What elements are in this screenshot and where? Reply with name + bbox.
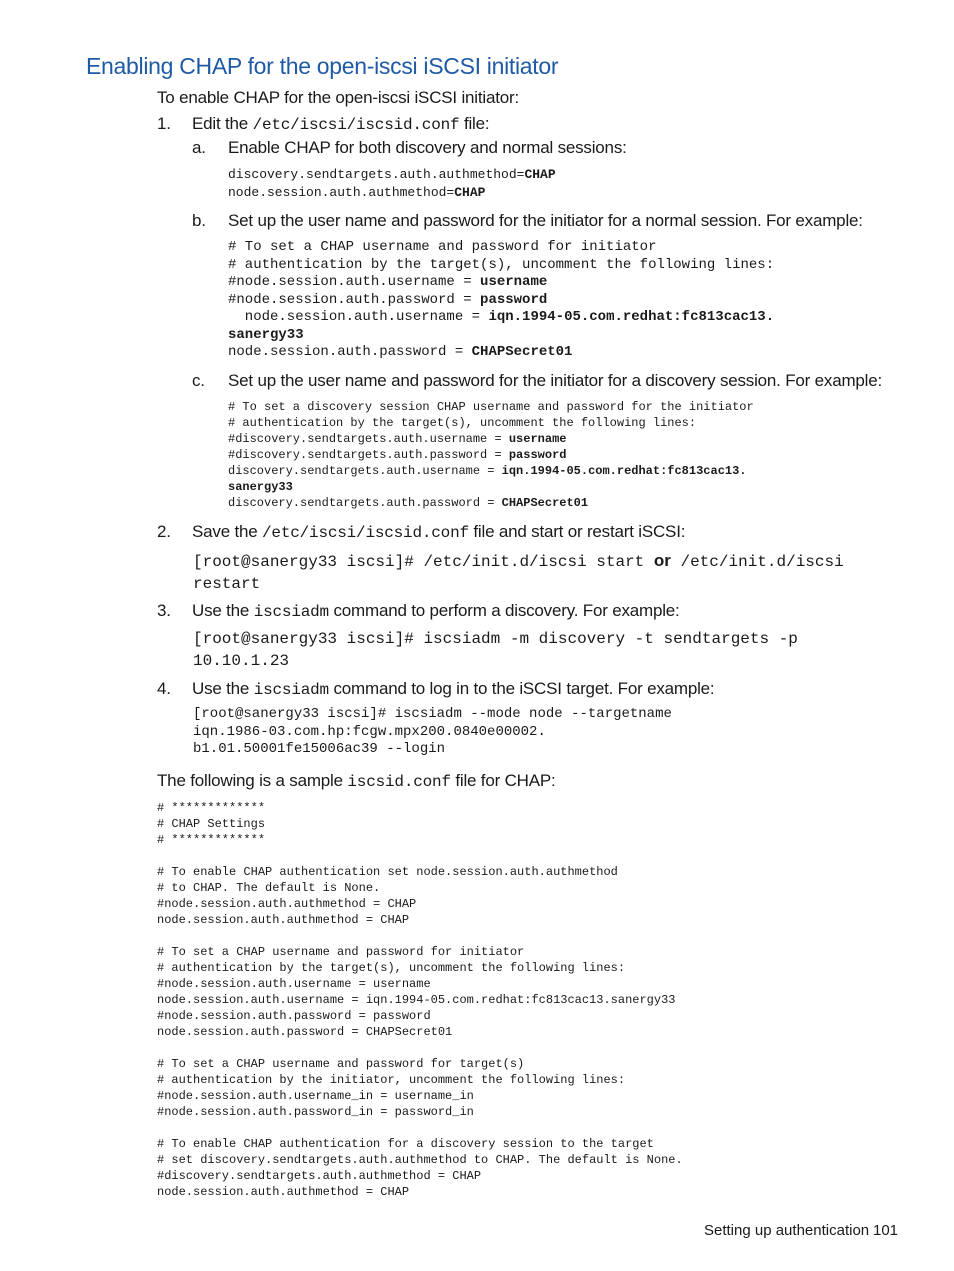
step-2-path: /etc/iscsi/iscsid.conf <box>262 524 469 542</box>
step-1b-code-line: node.session.auth.password = CHAPSecret01 <box>228 344 573 360</box>
step-1c-code <box>228 399 754 511</box>
step-1b-code-line: sanergy33 <box>228 326 304 343</box>
page-title: Enabling CHAP for the open-iscsi iSCSI initiator <box>86 53 559 79</box>
step-1b-letter: b. <box>192 211 206 230</box>
step-2-code: [root@sanergy33 iscsi]# /etc/init.d/iscsi start or /etc/init.d/iscsi restart <box>193 551 844 593</box>
sample-code-line: # CHAP Settings <box>157 817 266 831</box>
step-3-code: [root@sanergy33 iscsi]# iscsiadm -m discovery -t sendtargets -p 10.10.1.23 <box>193 630 798 670</box>
step-4-text: Use the iscsiadm command to log in to the iSCSI target. For example: <box>192 679 715 699</box>
step-1c-code-line: discovery.sendtargets.auth.username = iqn.1994-05.com.redhat:fc813cac13. <box>228 464 747 478</box>
step-3-number: 3. <box>157 601 171 620</box>
step-1-text: Edit the /etc/iscsi/iscsid.conf file: <box>192 114 490 134</box>
step-3-cmd: iscsiadm <box>253 603 329 621</box>
step-4-number: 4. <box>157 679 171 698</box>
step-2-text: Save the /etc/iscsi/iscsid.conf file and start or restart iSCSI: <box>192 522 686 542</box>
sample-code-line: # To set a CHAP username and password for target(s) <box>157 1057 525 1071</box>
sample-code-line: # to CHAP. The default is None. <box>157 881 381 895</box>
step-1-path: /etc/iscsi/iscsid.conf <box>252 116 460 134</box>
step-2-or: or <box>653 551 671 570</box>
step-1c-code-line: #discovery.sendtargets.auth.username = username <box>228 432 567 446</box>
sample-code-line <box>157 848 683 864</box>
sample-code-line: # authentication by the initiator, uncomment the following lines: <box>157 1073 626 1087</box>
step-1c-code-line: # authentication by the target(s), uncomment the following lines: <box>228 416 697 430</box>
sample-code-line: node.session.auth.authmethod = CHAP <box>157 1185 410 1199</box>
sample-code-line: # set discovery.sendtargets.auth.authmethod to CHAP. The default is None. <box>157 1153 683 1167</box>
sample-code-line: # To enable CHAP authentication set node.session.auth.authmethod <box>157 865 618 879</box>
step-1a-text: Enable CHAP for both discovery and normal sessions: <box>228 138 627 157</box>
step-4-code: [root@sanergy33 iscsi]# iscsiadm --mode node --targetname iqn.1986-03.com.hp:fcgw.mpx200.0840e00002. b1.01.50001fe15006ac39 --login <box>193 706 672 757</box>
sample-code-line: # ************* <box>157 833 266 847</box>
sample-code-line: # To set a CHAP username and password for initiator <box>157 945 525 959</box>
step-1c-code-line: # To set a discovery session CHAP username and password for the initiator <box>228 400 754 414</box>
sample-code-line: node.session.auth.password = CHAPSecret01 <box>157 1025 453 1039</box>
sample-intro: The following is a sample iscsid.conf file for CHAP: <box>157 771 556 791</box>
step-1b-code-line: # authentication by the target(s), uncomment the following lines: <box>228 256 775 273</box>
sample-code-block <box>157 800 683 1200</box>
sample-code-line: # authentication by the target(s), uncomment the following lines: <box>157 961 626 975</box>
sample-code-line: #node.session.auth.username_in = username_in <box>157 1089 474 1103</box>
intro-text: To enable CHAP for the open-iscsi iSCSI initiator: <box>157 88 519 107</box>
sample-code-line: # ************* <box>157 801 266 815</box>
step-1c-code-line: #discovery.sendtargets.auth.password = password <box>228 448 567 462</box>
sample-code-line: #node.session.auth.password = password <box>157 1009 431 1023</box>
step-1a-code-line: node.session.auth.authmethod=CHAP <box>228 184 486 200</box>
step-1b-code-line: # To set a CHAP username and password for initiator <box>228 239 657 255</box>
sample-code-line <box>157 928 683 944</box>
step-1a-code-line: discovery.sendtargets.auth.authmethod=CHAP <box>228 167 556 182</box>
step-1a-code <box>228 166 556 201</box>
sample-code-line: #discovery.sendtargets.auth.authmethod = CHAP <box>157 1169 482 1183</box>
step-1b-code-line: node.session.auth.username = iqn.1994-05.com.redhat:fc813cac13. <box>228 309 775 325</box>
sample-code-line: #node.session.auth.authmethod = CHAP <box>157 897 417 911</box>
step-1b-code <box>228 239 774 362</box>
step-1b-text: Set up the user name and password for the initiator for a normal session. For example: <box>228 211 863 230</box>
sample-file: iscsid.conf <box>347 773 451 791</box>
sample-code-line: node.session.auth.username = iqn.1994-05.com.redhat:fc813cac13.sanergy33 <box>157 993 676 1007</box>
step-1c-letter: c. <box>192 371 205 390</box>
step-1-number: 1. <box>157 114 171 133</box>
sample-code-line <box>157 1120 683 1136</box>
step-3-text: Use the iscsiadm command to perform a discovery. For example: <box>192 601 680 621</box>
step-2-number: 2. <box>157 522 171 541</box>
step-4-cmd: iscsiadm <box>253 681 329 699</box>
step-1c-code-line: discovery.sendtargets.auth.password = CHAPSecret01 <box>228 496 589 510</box>
sample-code-line: # To enable CHAP authentication for a discovery session to the target <box>157 1137 654 1151</box>
footer-section: Setting up authentication <box>704 1222 870 1239</box>
step-1b-code-line: #node.session.auth.password = password <box>228 291 548 308</box>
sample-code-line <box>157 1040 683 1056</box>
step-1c-code-line: sanergy33 <box>228 480 293 494</box>
step-1b-code-line: #node.session.auth.username = username <box>228 274 548 290</box>
sample-code-line: node.session.auth.authmethod = CHAP <box>157 913 410 927</box>
footer-page-number: 101 <box>873 1222 899 1239</box>
sample-code-line: #node.session.auth.username = username <box>157 977 431 991</box>
step-1c-text: Set up the user name and password for the initiator for a discovery session. For example: <box>228 371 883 390</box>
step-1a-letter: a. <box>192 138 206 157</box>
sample-code-line: #node.session.auth.password_in = password_in <box>157 1105 474 1119</box>
